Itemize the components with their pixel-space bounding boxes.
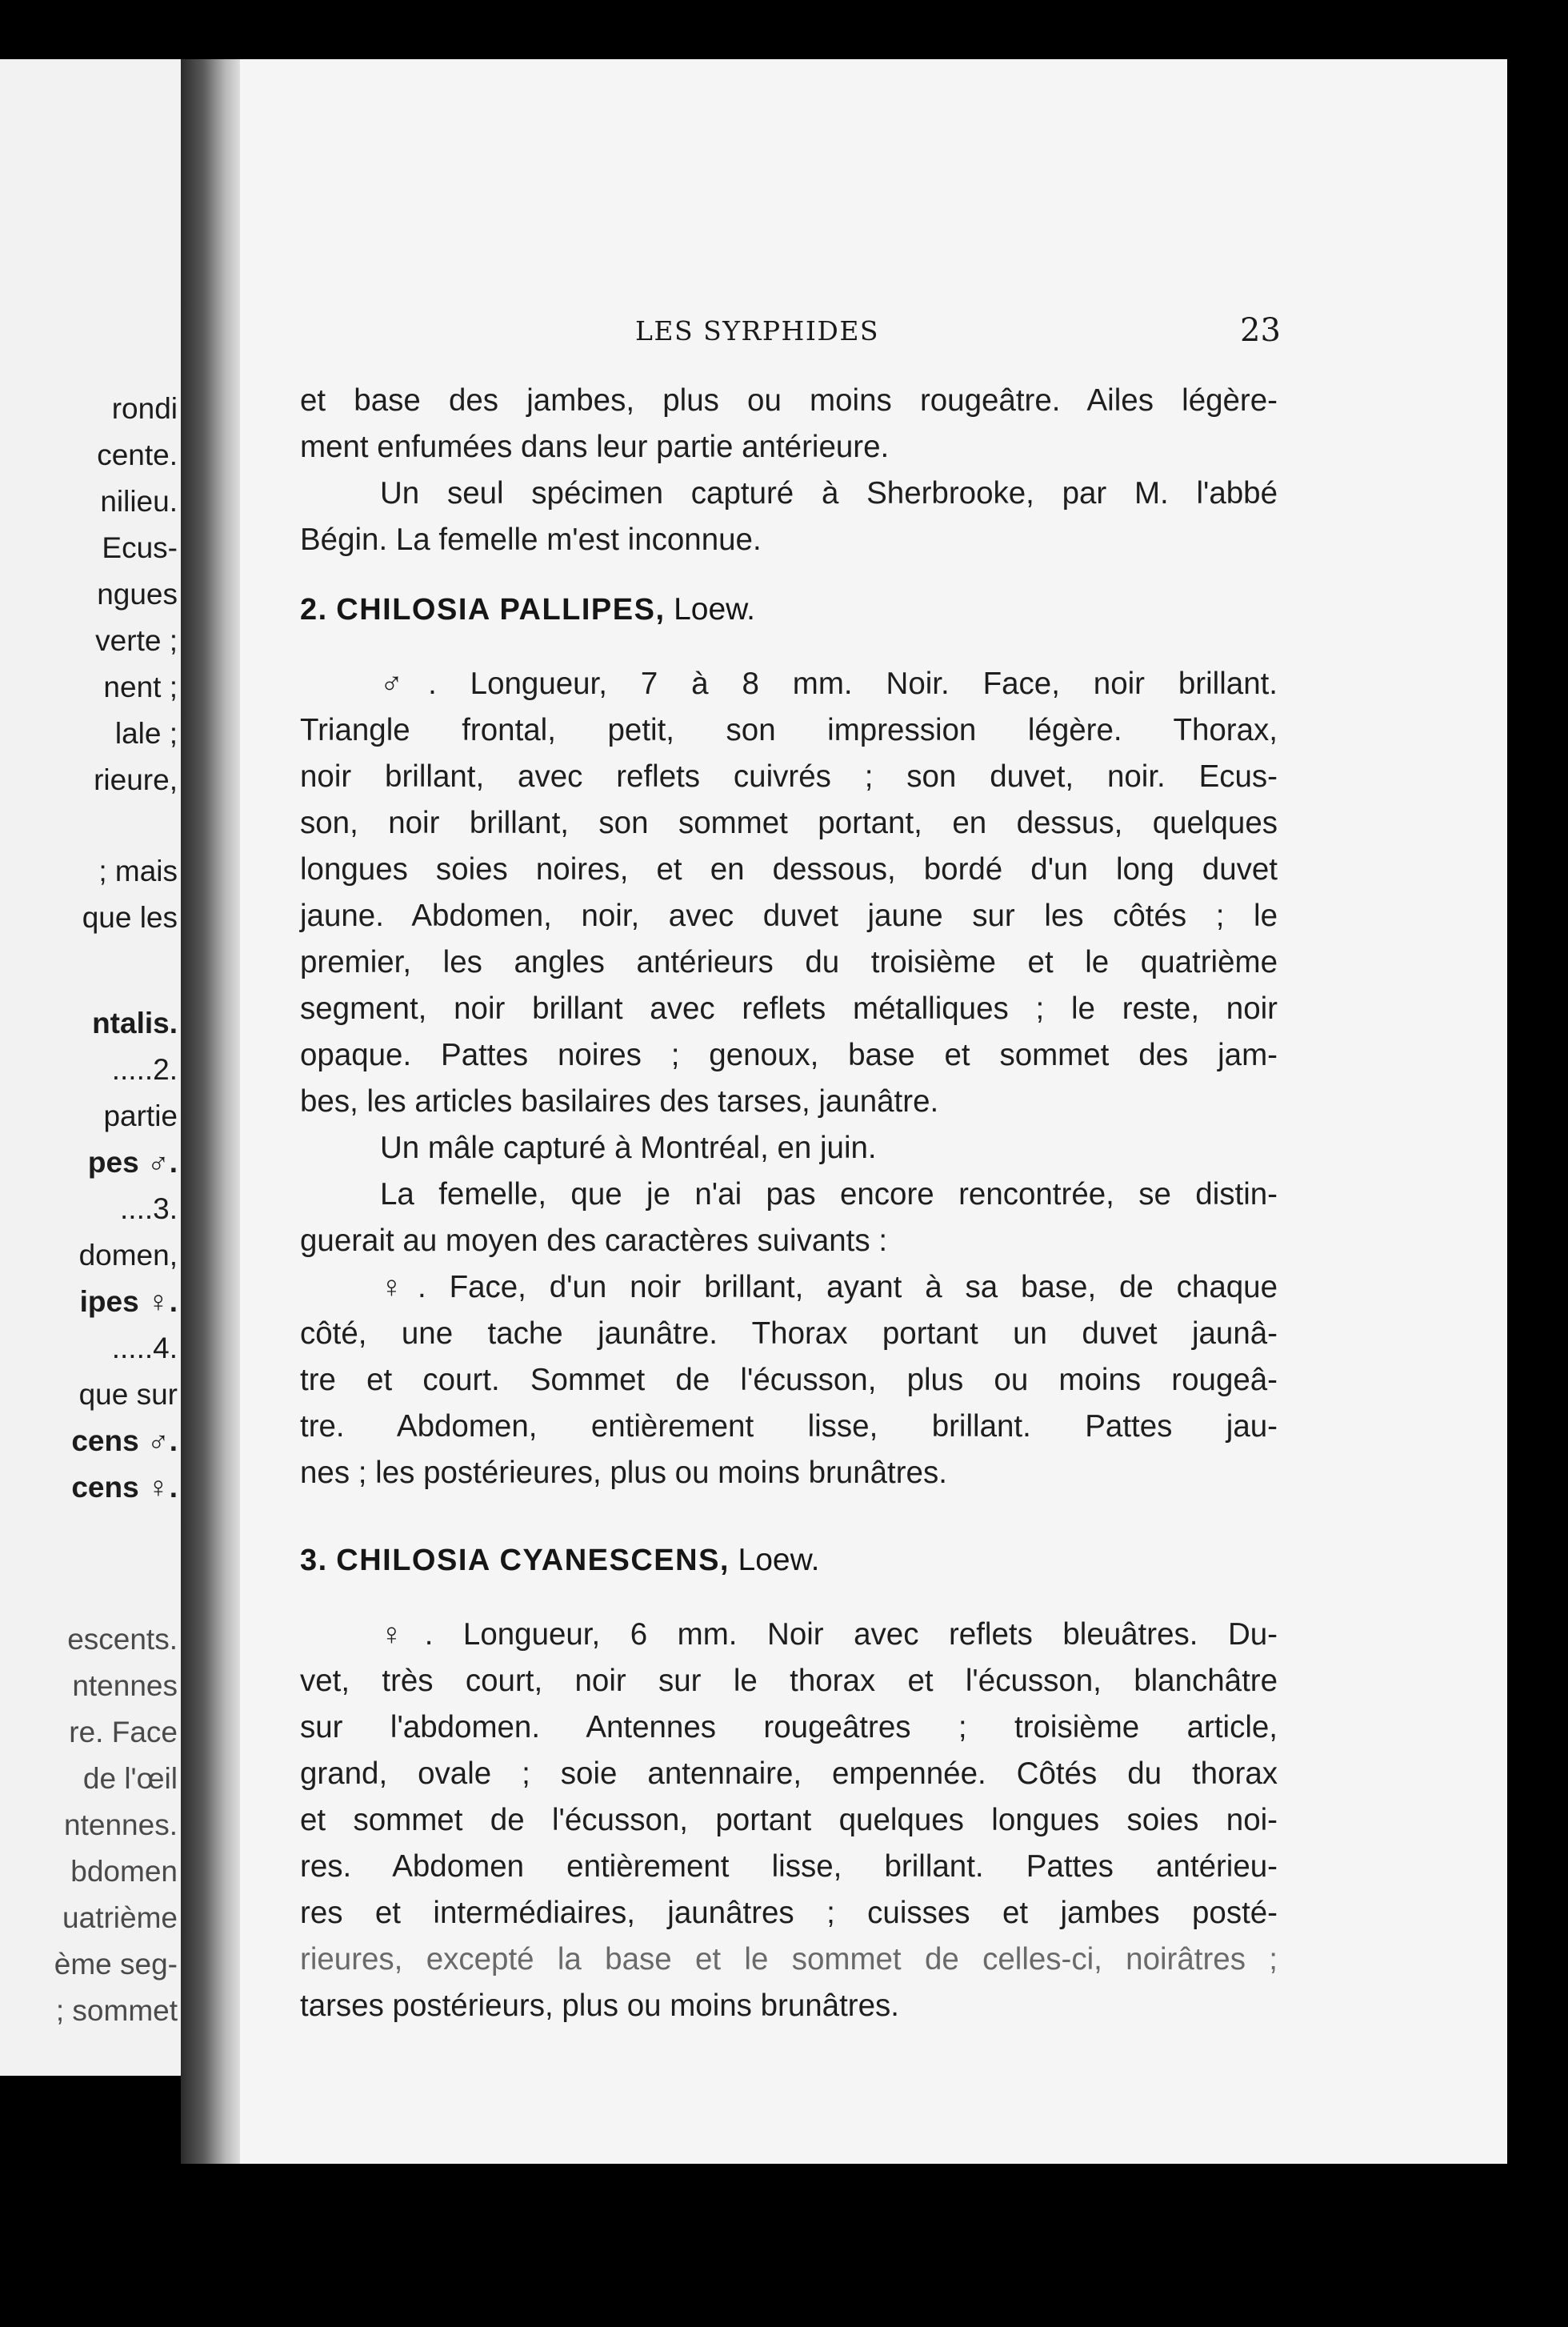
left-page-line: ntalis. [92,1007,178,1039]
left-page-line: bdomen [70,1855,178,1888]
body-line: son, noir brillant, son sommet portant, en dessus, quelques [300,806,1278,840]
left-page-line: de l'œil [82,1762,178,1795]
body-line: Un mâle capturé à Montréal, en juin. [380,1131,877,1165]
left-page-line: que les [82,901,178,934]
left-page-line: .....2. [111,1053,178,1086]
species-author: Loew. [738,1543,820,1577]
left-page-line: escents. [67,1623,178,1656]
body-line: Un seul spécimen capturé à Sherbrooke, par M. l'abbé [380,476,1278,511]
left-page-line: uatrième [62,1901,178,1934]
body-line: sur l'abdomen. Antennes rougeâtres ; troisième article, [300,1710,1278,1744]
left-page-line: ème seg- [54,1948,178,1981]
body-line: Triangle frontal, petit, son impression légère. Thorax, [300,713,1278,747]
body-line: et sommet de l'écusson, portant quelques longues soies noi- [300,1803,1278,1837]
left-page-line: ....3. [120,1192,178,1225]
left-page-line: cens ♀. [71,1471,178,1504]
left-page-line: ngues [97,578,178,611]
left-page-line: ; mais [98,855,178,887]
left-page-line: verte ; [95,624,178,657]
left-page-line: pes ♂. [87,1146,178,1179]
body-line: res et intermédiaires, jaunâtres ; cuisses et jambes posté- [300,1896,1278,1930]
left-page-line: Ecus- [102,531,178,564]
page-number: 23 [1240,312,1281,349]
body-line: res. Abdomen entièrement lisse, brillant. Pattes antérieu- [300,1849,1278,1884]
species-number: 3. [300,1544,328,1577]
left-page-line: ntennes [72,1669,178,1702]
body-line: tre et court. Sommet de l'écusson, plus ou moins rougeâ- [300,1363,1278,1397]
left-page-line: nent ; [103,671,178,703]
left-page-line: .....4. [111,1332,178,1364]
body-line: segment, noir brillant avec reflets métalliques ; le reste, noir [300,991,1278,1026]
body-line: ♂. Longueur, 7 à 8 mm. Noir. Face, noir brillant. [380,667,1278,701]
running-title: LES SYRPHIDES [635,315,880,346]
species-author: Loew. [674,592,755,627]
species-heading [300,594,755,625]
body-line: noir brillant, avec reflets cuivrés ; son duvet, noir. Ecus- [300,759,1278,794]
body-line: tarses postérieurs, plus ou moins brunâtres. [300,1989,899,2023]
body-line: rieures, excepté la base et le sommet de celles-ci, noirâtres ; [300,1942,1278,1977]
body-line: longues soies noires, et en dessous, bordé d'un long duvet [300,852,1278,887]
body-line: nes ; les postérieures, plus ou moins brunâtres. [300,1456,947,1490]
body-line: côté, une tache jaunâtre. Thorax portant un duvet jaunâ- [300,1316,1278,1351]
previous-page-fragment [0,59,186,2076]
body-line: ment enfumées dans leur partie antérieure. [300,430,890,464]
species-name: CHILOSIA CYANESCENS, [336,1544,730,1577]
book-page [240,59,1507,2164]
body-line: ♀. Face, d'un noir brillant, ayant à sa base, de chaque [380,1270,1278,1304]
left-page-line: ipes ♀. [79,1285,178,1318]
left-page-line: rondi [111,392,178,425]
left-page-line: ntennes. [64,1808,178,1841]
body-line: bes, les articles basilaires des tarses, jaunâtre. [300,1084,939,1119]
body-line: premier, les angles antérieurs du troisième et le quatrième [300,945,1278,979]
left-page-line: nilieu. [100,485,178,518]
left-page-line: cente. [97,439,178,471]
book-gutter-shadow [181,59,245,2164]
body-line: grand, ovale ; soie antennaire, empennée. Côtés du thorax [300,1756,1278,1791]
left-page-line: domen, [78,1239,178,1272]
left-page-line: rieure, [94,763,178,796]
body-line: vet, très court, noir sur le thorax et l'écusson, blanchâtre [300,1664,1278,1698]
body-line: Bégin. La femelle m'est inconnue. [300,523,762,557]
species-number: 2. [300,593,328,627]
left-page-line: re. Face [69,1716,178,1748]
left-page-line: lale ; [114,717,178,750]
species-name: CHILOSIA PALLIPES, [336,593,666,627]
left-page-line: cens ♂. [71,1424,178,1457]
body-line: ♀. Longueur, 6 mm. Noir avec reflets bleuâtres. Du- [380,1617,1278,1652]
species-heading [300,1544,819,1576]
body-line: et base des jambes, plus ou moins rougeâtre. Ailes légère- [300,383,1278,418]
left-page-line: ; sommet [55,1994,178,2027]
body-line: tre. Abdomen, entièrement lisse, brillant. Pattes jau- [300,1409,1278,1444]
left-page-line: que sur [78,1378,178,1411]
body-line: jaune. Abdomen, noir, avec duvet jaune sur les côtés ; le [300,899,1278,933]
body-line: guerait au moyen des caractères suivants : [300,1224,888,1258]
left-page-line: partie [103,1099,178,1132]
body-line: opaque. Pattes noires ; genoux, base et sommet des jam- [300,1038,1278,1072]
body-line: La femelle, que je n'ai pas encore rencontrée, se distin- [380,1177,1278,1212]
running-head [240,312,1507,355]
